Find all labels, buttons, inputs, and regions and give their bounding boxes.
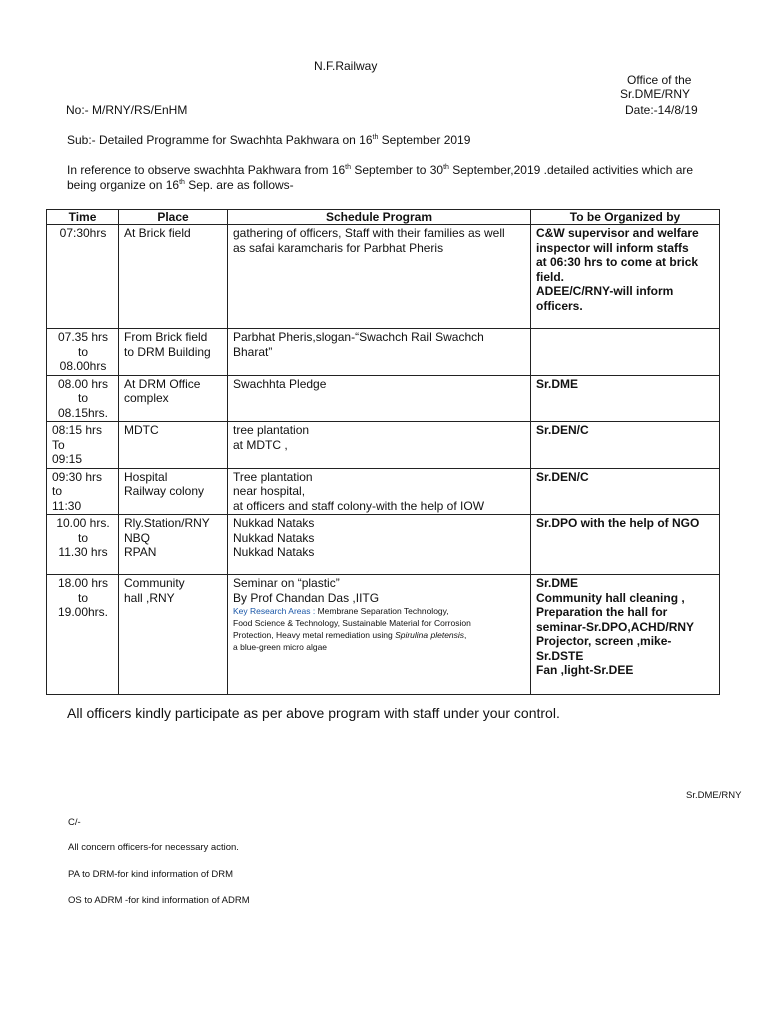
program-line: as safai karamcharis for Parbhat Pheris — [233, 240, 444, 255]
program-cell — [228, 468, 531, 515]
place-line: From Brick field — [124, 330, 208, 344]
organizer-cell — [531, 375, 720, 422]
organizer-line: Sr.DME — [536, 376, 579, 391]
place-line: Community — [124, 576, 185, 590]
place-line: At Brick field — [124, 226, 191, 240]
time-line: 18.00 hrs — [57, 576, 109, 590]
research-label: Key Research Areas : — [233, 606, 316, 616]
place-line: RPAN — [124, 545, 157, 559]
organizer-cell — [531, 329, 720, 376]
organizer-line: Community hall cleaning , — [536, 590, 685, 605]
research-line: Food Science & Technology, Sustainable Material for Corrosion — [233, 618, 471, 628]
copy-to-label: C/- — [68, 817, 81, 828]
header-time: Time — [47, 210, 119, 225]
subject-text-a: Sub:- Detailed Programme for Swachhta Pakhwara on 16 — [67, 133, 373, 147]
cc-line: OS to ADRM -for kind information of ADRM — [68, 895, 250, 906]
time-line: 11.30 hrs — [58, 545, 108, 559]
time-line: 09:15 — [52, 452, 83, 466]
table-header-row — [47, 210, 720, 225]
organizer-line: inspector will inform staffs — [536, 240, 689, 255]
place-cell — [119, 225, 228, 329]
header-place: Place — [119, 210, 228, 225]
table-row — [47, 375, 720, 422]
organizer-cell — [531, 225, 720, 329]
signature: Sr.DME/RNY — [686, 790, 742, 801]
time-line: 07.35 hrs — [57, 330, 109, 344]
schedule-table — [46, 209, 720, 695]
intro-a: In reference to observe swachhta Pakhwara from 16 — [67, 163, 346, 177]
research-species: Spirulina pletensis — [395, 630, 465, 640]
intro-sup-1: th — [345, 164, 351, 171]
research-line — [233, 605, 526, 617]
time-line: 09:30 hrs — [52, 469, 103, 484]
time-line: 11:30 — [52, 498, 82, 513]
time-line: 08:15 hrs — [52, 423, 103, 437]
organizer-line: Sr.DEN/C — [536, 469, 589, 484]
program-cell — [228, 575, 531, 695]
subject-sup: th — [372, 134, 379, 141]
office-line-1: Office of the — [627, 73, 692, 87]
time-line: to — [77, 344, 88, 359]
place-line: complex — [124, 391, 169, 405]
time-line: 08.00hrs — [59, 359, 107, 373]
org-name: N.F.Railway — [314, 59, 378, 73]
program-line: at officers and staff colony-with the help of IOW — [233, 498, 485, 513]
place-cell — [119, 515, 228, 575]
organizer-line: Sr.DPO with the help of NGO — [536, 516, 700, 530]
time-cell — [47, 329, 119, 376]
program-line: Parbhat Pheris,slogan-“Swachch Rail Swachch — [233, 330, 484, 344]
place-line: NBQ — [124, 530, 151, 545]
time-cell — [47, 375, 119, 422]
research-line — [233, 629, 526, 641]
intro-sup-2: th — [443, 164, 449, 171]
place-cell — [119, 468, 228, 515]
subject-text-b: September 2019 — [378, 133, 471, 147]
program-line: at MDTC , — [233, 437, 288, 452]
program-line: Nukkad Nataks — [233, 545, 315, 559]
time-cell — [47, 468, 119, 515]
program-line: Nukkad Nataks — [233, 516, 315, 530]
program-line: tree plantation — [233, 423, 310, 437]
place-line: Rly.Station/RNY — [124, 516, 210, 530]
organizer-line: Projector, screen ,mike- — [536, 634, 672, 648]
place-cell — [119, 329, 228, 376]
place-cell — [119, 375, 228, 422]
organizer-line: Sr.DSTE — [536, 648, 584, 663]
table-row — [47, 575, 720, 695]
program-cell — [228, 329, 531, 376]
research-line: a blue-green micro algae — [233, 642, 328, 652]
cc-line: PA to DRM-for kind information of DRM — [68, 869, 234, 880]
organizer-line: officers. — [536, 298, 583, 313]
place-line: Hospital — [124, 469, 168, 484]
organizer-line: at 06:30 hrs to come at brick — [536, 255, 699, 269]
organizer-line: ADEE/C/RNY-will inform — [536, 284, 674, 298]
table-row — [47, 515, 720, 575]
reference-number: No:- M/RNY/RS/EnHM — [66, 103, 188, 117]
organizer-line: Sr.DME — [536, 576, 579, 590]
organizer-cell — [531, 515, 720, 575]
organizer-line: field. — [536, 269, 565, 284]
intro2-b: Sep. are as follows- — [184, 178, 294, 192]
intro-line-2 — [67, 178, 294, 192]
time-line: to — [77, 590, 88, 605]
place-line: to DRM Building — [124, 344, 211, 359]
research-text: Membrane Separation Technology, — [315, 606, 449, 616]
organizer-cell — [531, 468, 720, 515]
place-line: MDTC — [124, 423, 159, 437]
intro-c: September,2019 .detailed activities which are — [448, 163, 694, 177]
time-line: 07:30hrs — [59, 226, 107, 240]
cc-line: All concern officers-for necessary action. — [68, 842, 239, 853]
program-line: By Prof Chandan Das ,IITG — [233, 590, 380, 605]
time-line: 19.00hrs. — [57, 605, 109, 619]
place-line: hall ,RNY — [124, 590, 175, 605]
program-line: Nukkad Nataks — [233, 530, 315, 545]
table-row — [47, 329, 720, 376]
organizer-cell — [531, 422, 720, 469]
program-line: gathering of officers, Staff with their families as well — [233, 226, 505, 240]
program-cell — [228, 225, 531, 329]
table-row — [47, 225, 720, 329]
intro-b: September to 30 — [351, 163, 444, 177]
time-line: To — [52, 437, 65, 452]
subject-line — [67, 133, 470, 147]
research-text: , — [464, 630, 467, 640]
program-line: Swachhta Pledge — [233, 376, 327, 391]
letter-date: Date:-14/8/19 — [625, 103, 698, 117]
program-line: Bharat” — [233, 344, 273, 359]
office-line-2: Sr.DME/RNY — [620, 87, 691, 101]
research-text: Protection, Heavy metal remediation using — [233, 630, 396, 640]
program-cell — [228, 515, 531, 575]
time-line: to — [52, 484, 63, 498]
program-line: Seminar on “plastic” — [233, 576, 340, 590]
time-cell — [47, 515, 119, 575]
time-line: 10.00 hrs. — [56, 516, 110, 530]
program-cell — [228, 422, 531, 469]
organizer-line: C&W supervisor and welfare — [536, 226, 699, 240]
header-program: Schedule Program — [228, 210, 531, 225]
organizer-line: Preparation the hall for — [536, 605, 668, 619]
table-row — [47, 468, 720, 515]
place-line: Railway colony — [124, 484, 205, 498]
time-cell — [47, 575, 119, 695]
time-cell — [47, 225, 119, 329]
table-row — [47, 422, 720, 469]
header-organizer: To be Organized by — [531, 210, 720, 225]
time-cell — [47, 422, 119, 469]
place-line: At DRM Office — [124, 376, 201, 391]
program-cell — [228, 375, 531, 422]
time-line: 08.00 hrs — [57, 376, 109, 391]
organizer-line: seminar-Sr.DPO,ACHD/RNY — [536, 619, 695, 634]
time-line: to — [77, 530, 88, 545]
intro2-a: being organize on 16 — [67, 178, 180, 192]
place-cell — [119, 575, 228, 695]
organizer-line: Fan ,light-Sr.DEE — [536, 663, 634, 677]
place-cell — [119, 422, 228, 469]
intro-line-1 — [67, 163, 693, 177]
time-line: to — [77, 391, 88, 405]
organizer-cell — [531, 575, 720, 695]
intro2-sup: th — [179, 179, 185, 186]
participation-note: All officers kindly participate as per above program with staff under your control. — [67, 705, 560, 721]
time-line: 08.15hrs. — [57, 405, 109, 420]
office-block — [620, 73, 760, 101]
program-line: Tree plantation — [233, 469, 313, 484]
program-line: near hospital, — [233, 484, 306, 498]
organizer-line: Sr.DEN/C — [536, 423, 589, 437]
